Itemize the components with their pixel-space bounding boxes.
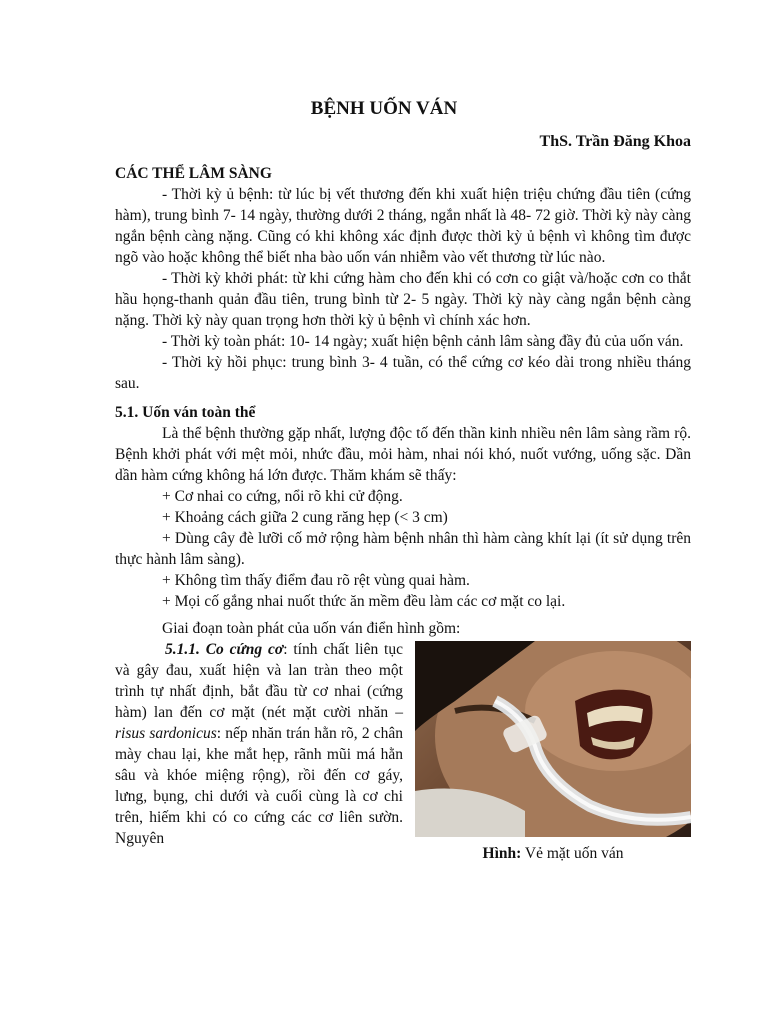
bullet-facial-contraction: + Mọi cố gắng nhai nuốt thức ăn mềm đều làm các cơ mặt co lại.: [162, 593, 566, 610]
paragraph-incubation: - Thời kỳ ủ bệnh: từ lúc bị vết thương đến khi xuất hiện triệu chứng đầu tiên (cứng hàm), trung bình 7- 14 ngày, thường dưới 2 tháng, ngắn nhất là 48- 72 giờ. Thời kỳ này càng ngắn bệnh càng nặng. Cũng có khi không xác định được thời kỳ ủ bệnh vì không tìm được ngõ vào hoặc không thể biết nha bào uốn ván nhiễm vào vết thương từ lúc nào.: [115, 186, 691, 266]
caption-text: Vẻ mặt uốn ván: [521, 845, 624, 862]
figure-caption: [415, 843, 691, 864]
paragraph-generalized: Là thể bệnh thường gặp nhất, lượng độc tố đến thần kinh nhiều nên lâm sàng rầm rộ. Bệnh khởi phát với mệt mỏi, nhức đầu, mỏi hàm, nhai nói khó, nuốt vướng, uống sặc. Dần dần hàm cứng không há lớn được. Thăm khám sẽ thấy:: [115, 425, 691, 484]
section-heading-5-1-1: 5.1.1. Co cứng cơ: [165, 641, 284, 658]
paragraph-full-phase: - Thời kỳ toàn phát: 10- 14 ngày; xuất hiện bệnh cảnh lâm sàng đầy đủ của uốn ván.: [162, 333, 684, 350]
section-heading-5-1: 5.1. Uốn ván toàn thể: [115, 404, 256, 421]
document-title: BỆNH UỐN VÁN: [310, 98, 458, 119]
document-body: [115, 163, 691, 864]
caption-label: Hình:: [482, 845, 522, 862]
paragraph-full-phase-intro: Giai đoạn toàn phát của uốn ván điển hình gồm:: [162, 620, 461, 637]
tetanus-face-photo: [415, 641, 691, 837]
figure: [415, 641, 691, 864]
muscle-rigidity-text-b: : nếp nhăn trán hằn rõ, 2 chân mày chau lại, khe mắt hẹp, rãnh mũi má hằn sâu và khóe miệng rộng), rồi đến cơ gáy, lưng, bụng, chi dưới và cuối cùng là cơ chi trên, hiếm khi có co cứng các cơ liên sườn. Nguyên: [115, 725, 404, 847]
bullet-no-pain-point: + Không tìm thấy điểm đau rõ rệt vùng quai hàm.: [162, 572, 470, 589]
bullet-masseter: + Cơ nhai co cứng, nổi rõ khi cử động.: [162, 488, 403, 505]
paragraph-onset: - Thời kỳ khởi phát: từ khi cứng hàm cho đến khi có cơn co giật và/hoặc cơn co thắt hầu họng-thanh quản đầu tiên, trung bình từ 2- 5 ngày. Thời kỳ này càng ngắn bệnh càng nặng. Thời kỳ này quan trọng hơn thời kỳ ủ bệnh vì chính xác hơn.: [115, 270, 691, 329]
section-heading-clinical: CÁC THỂ LÂM SÀNG: [115, 165, 272, 182]
muscle-rigidity-text-a: : tính chất liên tục và gây đau, xuất hiện và lan tràn theo một trình tự nhất định, bắt đầu từ cơ nhai (cứng hàm) lan đến cơ mặt (nét mặt cười nhăn –: [115, 641, 403, 721]
risus-sardonicus-term: risus sardonicus: [115, 725, 217, 742]
bullet-teeth-gap: + Khoảng cách giữa 2 cung răng hẹp (< 3 cm): [162, 509, 448, 526]
bullet-tongue-depressor: + Dùng cây đè lưỡi cố mở rộng hàm bệnh nhân thì hàm càng khít lại (ít sử dụng trên thực hành lâm sàng).: [115, 530, 691, 568]
author-name: ThS. Trần Đăng Khoa: [539, 133, 691, 150]
paragraph-recovery: - Thời kỳ hồi phục: trung bình 3- 4 tuần, có thể cứng cơ kéo dài trong nhiều tháng sau.: [115, 354, 691, 392]
